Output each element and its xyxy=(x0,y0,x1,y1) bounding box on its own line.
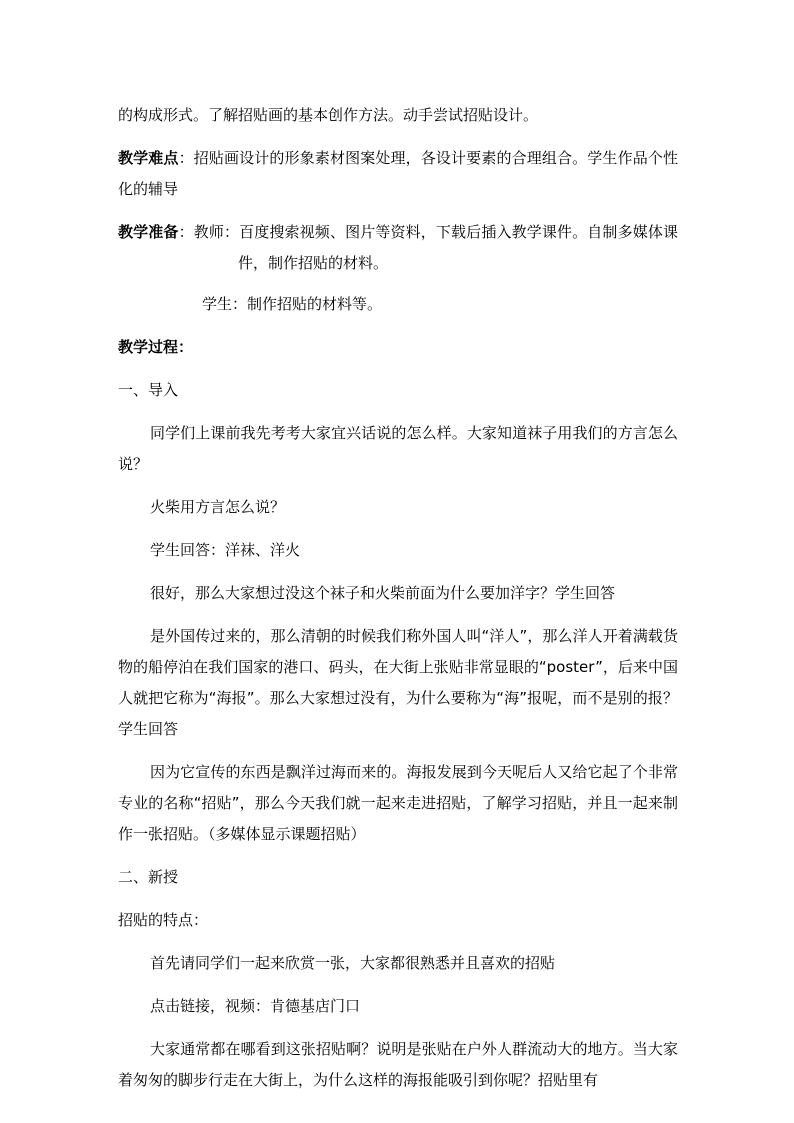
poster-paragraph: 因为它宣传的东西是飘洋过海而来的。海报发展到今天呢后人又给它起了个非常专业的名称“招贴”，那么今天我们就一起来走进招贴，了解学习招贴，并且一起来制作一张招贴。（多媒体显示课题招贴） xyxy=(118,763,678,843)
teaching-difficulty xyxy=(118,143,678,205)
teaching-preparation xyxy=(118,217,678,279)
appreciation-paragraph: 首先请同学们一起来欣赏一张，大家都很熟悉并且喜欢的招贴 xyxy=(150,954,556,972)
teaching-preparation-text: ：教师：百度搜索视频、图片等资料，下载后插入教学课件。自制多媒体课件，制作招贴的材料。 xyxy=(178,223,678,272)
location-paragraph: 大家通常都在哪看到这张招贴啊？说明是张贴在户外人群流动大的地方。当大家着匆匆的脚步行走在大街上，为什么这样的海报能吸引到你呢？招贴里有 xyxy=(118,1040,678,1089)
section-intro-heading: 一、导入 xyxy=(118,381,179,399)
teaching-difficulty-text: ：招贴画设计的形象素材图案处理，各设计要素的合理组合。学生作品个性化的辅导 xyxy=(118,149,678,198)
explanation-paragraph: 是外国传过来的，那么清朝的时候我们称外国人叫“洋人”，那么洋人开着满载货物的船停泊在我们国家的港口、码头，在大街上张贴非常显眼的“poster”，后来中国人就把它称为“海报”。那么大家想过没有，为什么要称为“海”报呢，而不是别的报？学生回答 xyxy=(118,627,678,738)
video-link-paragraph: 点击链接，视频：肯德基店门口 xyxy=(150,997,361,1015)
poster-features-heading: 招贴的特点： xyxy=(118,911,209,929)
teaching-preparation-label: 教学准备 xyxy=(118,223,179,241)
objective-continued: 的构成形式。了解招贴画的基本创作方法。动手尝试招贴设计。 xyxy=(118,106,539,124)
document-page xyxy=(118,100,678,1108)
follow-up-question: 很好，那么大家想过没这个袜子和火柴前面为什么要加洋字？学生回答 xyxy=(150,584,616,602)
student-answer: 学生回答：洋袜、洋火 xyxy=(150,541,301,559)
section-new-heading: 二、新授 xyxy=(118,868,179,886)
intro-question: 火柴用方言怎么说？ xyxy=(150,498,286,516)
teaching-difficulty-label: 教学难点 xyxy=(118,149,179,167)
teaching-process-heading: 教学过程： xyxy=(118,338,194,356)
intro-paragraph: 同学们上课前我先考考大家宜兴话说的怎么样。大家知道袜子用我们的方言怎么说？ xyxy=(118,424,678,473)
student-preparation: 学生：制作招贴的材料等。 xyxy=(202,295,383,313)
